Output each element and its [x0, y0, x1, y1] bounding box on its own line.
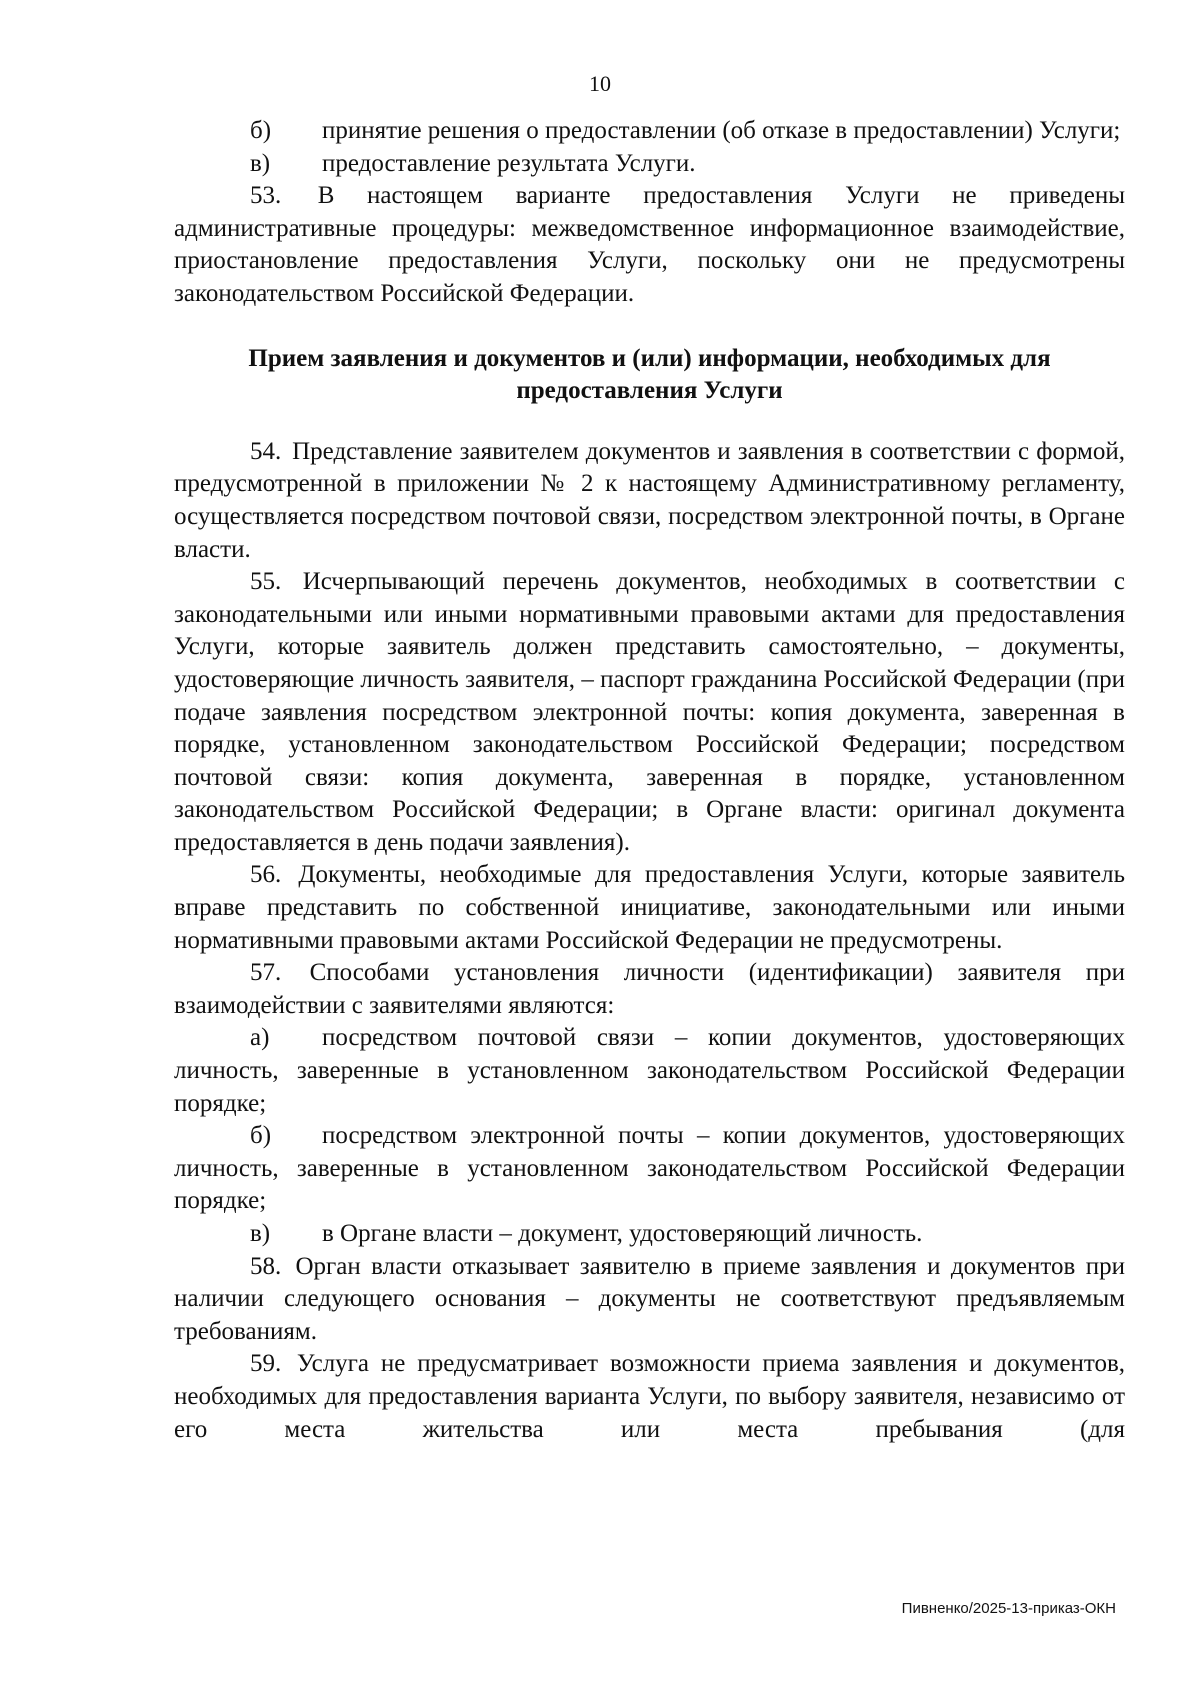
section-heading: Прием заявления и документов и (или) информации, необходимых для предоставления Услуги	[248, 344, 1051, 405]
list-marker: а)	[250, 1024, 270, 1052]
list-marker: б)	[250, 1122, 272, 1150]
paragraph-text: Представление заявителем документов и заявления в соответствии с формой, предусмотренной в приложении № 2 к настоящему Административному регламенту, осуществляется посредством почтовой связи, посредством электронной почты, в Органе власти.	[174, 437, 1125, 563]
paragraph-number: 57.	[250, 959, 282, 987]
paragraph-53	[174, 180, 1125, 310]
paragraph-text: Исчерпывающий перечень документов, необходимых в соответствии с законодательными или иными нормативными правовыми актами для предоставления Услуги, которые заявитель должен представить самостоятельно, – документы, удостоверяющие личность заявителя, – паспорт гражданина Российской Федерации (при подаче заявления посредством электронной почты: копия документа, заверенная в порядке, установленном законодательством Российской Федерации; посредством почтовой связи: копия документа, заверенная в порядке, установленном законодательством Российской Федерации; в Органе власти: оригинал документа предоставляется в день подачи заявления).	[174, 568, 1125, 856]
list-item	[174, 1022, 1125, 1120]
paragraph-text: Документы, необходимые для предоставления Услуги, которые заявитель вправе представить по собственной инициативе, законодательными или иными нормативными правовыми актами Российской Федерации не предусмотрены.	[174, 861, 1125, 954]
paragraph-number: 55.	[250, 568, 282, 596]
list-item	[174, 1120, 1125, 1218]
list-marker: в)	[250, 1220, 271, 1247]
list-marker: в)	[250, 149, 271, 177]
list-item	[174, 1218, 1125, 1251]
paragraph-56	[174, 859, 1125, 957]
paragraph-number: 59.	[250, 1350, 282, 1378]
paragraph-text: предоставление результата Услуги.	[322, 149, 696, 177]
paragraph-text: В настоящем варианте предоставления Услуги не приведены административные процедуры: межведомственное информационное взаимодействие, приостановление предоставления Услуги, поскольку они не предусмотрены законодательством Российской Федерации.	[174, 182, 1126, 307]
paragraph-59	[174, 1348, 1125, 1446]
paragraph-number: 53.	[250, 182, 282, 210]
paragraph-57	[174, 957, 1125, 1022]
list-marker: б)	[250, 117, 272, 144]
paragraph-58	[174, 1251, 1125, 1349]
page-number: 10	[589, 71, 611, 96]
paragraph-number: 58.	[250, 1252, 282, 1280]
paragraph-text: Орган власти отказывает заявителю в приеме заявления и документов при наличии следующего основания – документы не соответствуют предъявляемым требованиям.	[174, 1252, 1125, 1345]
paragraph-text: посредством электронной почты – копии документов, удостоверяющих личность, заверенные в установленном законодательством Российской Федерации порядке;	[174, 1122, 1125, 1215]
paragraph-text: посредством почтовой связи – копии документов, удостоверяющих личность, заверенные в установленном законодательством Российской Федерации порядке;	[174, 1024, 1125, 1117]
list-item	[174, 115, 1125, 148]
paragraph-text: в Органе власти – документ, удостоверяющий личность.	[322, 1220, 923, 1247]
paragraph-text: принятие решения о предоставлении (об отказе в предоставлении) Услуги;	[322, 117, 1121, 144]
paragraph-55	[174, 566, 1125, 859]
document-footer-code: Пивненко/2025-13-приказ-ОКН	[901, 1600, 1116, 1617]
paragraph-text: Услуга не предусматривает возможности приема заявления и документов, необходимых для предоставления варианта Услуги, по выбору заявителя, независимо от его места жительства или места пребывания (для	[174, 1350, 1125, 1443]
document-body	[174, 115, 1125, 1446]
list-item	[174, 148, 1125, 181]
paragraph-text: Способами установления личности (идентификации) заявителя при взаимодействии с заявителями являются:	[174, 959, 1125, 1019]
paragraph-number: 56.	[250, 861, 282, 889]
paragraph-54	[174, 436, 1125, 566]
paragraph-number: 54.	[250, 437, 282, 465]
